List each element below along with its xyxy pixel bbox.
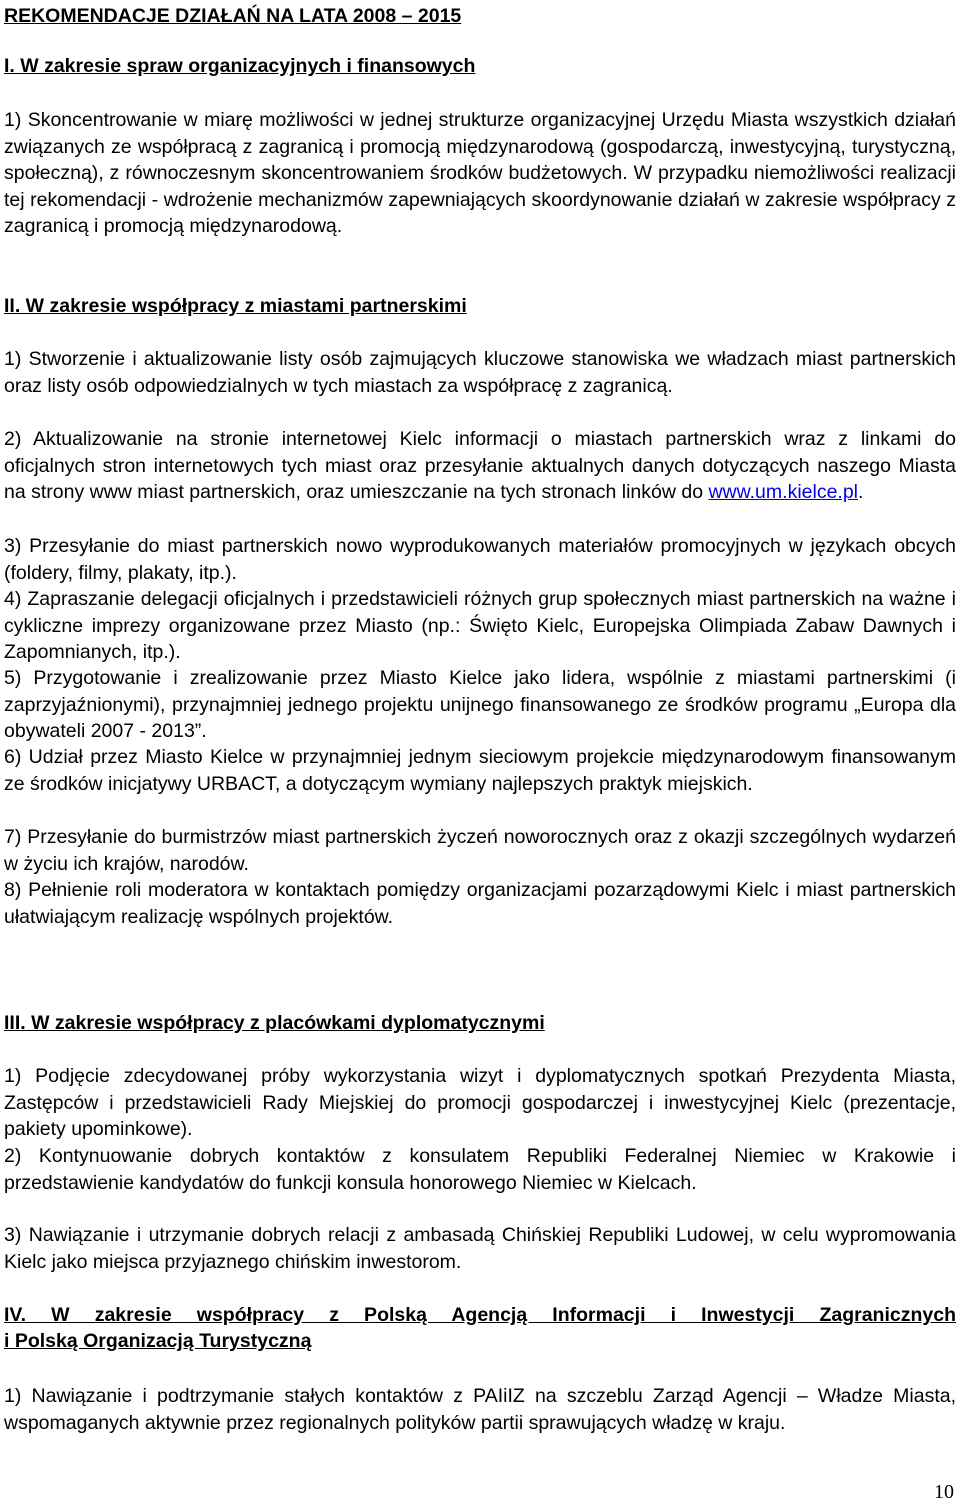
link-suffix: . — [858, 481, 864, 504]
section-2-paragraph-8: 8) Pełnienie roli moderatora w kontaktach pomiędzy organizacjami pozarządowymi Kielc i miast partnerskich ułatwiającym realizację wspólnych projektów. — [4, 879, 956, 928]
section-2-paragraph-2-text: 2) Aktualizowanie na stronie internetowej Kielc informacji o miastach partnerskich wraz z linkami do oficjalnych stron internetowych tych miast oraz przesyłanie aktualnych danych dotyczących naszego Miasta na strony www miast partnerskich, oraz umieszczanie na tych stronach linków do — [4, 428, 956, 504]
page-number: 10 — [934, 1481, 954, 1503]
section-1-paragraph-1: 1) Skoncentrowanie w miarę możliwości w jednej strukturze organizacyjnej Urzędu Miasta wszystkich działań związanych ze współpracą z zagranicą i promocją międzynarodową (gospodarczą, inwestycyjną, turystyczną, społeczną), z równoczesnym skoncentrowaniem środków budżetowych. W przypadku niemożliwości realizacji tej rekomendacji - wdrożenie mechanizmów zapewniających skoordynowanie działań w zakresie współpracy z zagranicą i promocją międzynarodową. — [4, 109, 956, 238]
section-4-heading-line-2: i Polską Organizacją Turystyczną — [4, 1330, 312, 1352]
section-4-heading-line-1: IV. W zakresie współpracy z Polską Agencją Informacji i Inwestycji Zagranicznych — [4, 1304, 956, 1326]
section-2-paragraph-5: 5) Przygotowanie i zrealizowanie przez Miasto Kielce jako lidera, wspólnie z miastami partnerskimi (i zaprzyjaźnionymi), przynajmniej jednego projektu unijnego finansowanego ze środków programu „Europa dla obywateli 2007 - 2013”. — [4, 667, 956, 743]
section-3-paragraph-1: 1) Podjęcie zdecydowanej próby wykorzystania wizyt i dyplomatycznych spotkań Prezydenta Miasta, Zastępców i przedstawicieli Rady Miejskiej do promocji gospodarczej i inwestycyjnej Kielc (prezentacje, pakiety upominkowe). — [4, 1065, 956, 1141]
section-4-paragraph-1: 1) Nawiązanie i podtrzymanie stałych kontaktów z PAIiIZ na szczeblu Zarząd Agencji – Władze Miasta, wspomaganych aktywnie przez regionalnych polityków partii sprawujących władzę w kraju. — [4, 1385, 956, 1434]
section-2-paragraph-1: 1) Stworzenie i aktualizowanie listy osób zajmujących kluczowe stanowiska we władzach miast partnerskich oraz listy osób odpowiedzialnych w tych miastach za współpracę z zagranicą. — [4, 348, 956, 397]
section-3-paragraph-3: 3) Nawiązanie i utrzymanie dobrych relacji z ambasadą Chińskiej Republiki Ludowej, w celu wypromowania Kielc jako miejsca przyjaznego chińskim inwestorom. — [4, 1224, 956, 1273]
section-2-heading: II. W zakresie współpracy z miastami partnerskimi — [4, 295, 467, 317]
section-2-paragraph-3: 3) Przesyłanie do miast partnerskich nowo wyprodukowanych materiałów promocyjnych w językach obcych (foldery, filmy, plakaty, itp.). — [4, 535, 956, 584]
section-2-paragraph-4: 4) Zapraszanie delegacji oficjalnych i przedstawicieli różnych grup społecznych miast partnerskich na ważne i cykliczne imprezy organizowane przez Miasto (np.: Święto Kielc, Europejska Olimpiada Zabaw Dawnych i Zapomnianych, itp.). — [4, 588, 956, 664]
section-3-paragraph-2: 2) Kontynuowanie dobrych kontaktów z konsulatem Republiki Federalnej Niemiec w Krakowie i przedstawienie kandydatów do funkcji konsula honorowego Niemiec w Kielcach. — [4, 1145, 956, 1194]
kielce-website-link[interactable]: www.um.kielce.pl — [708, 481, 859, 504]
section-3-heading: III. W zakresie współpracy z placówkami dyplomatycznymi — [4, 1012, 545, 1034]
section-2-paragraph-6: 6) Udział przez Miasto Kielce w przynajmniej jednym sieciowym projekcie międzynarodowym finansowanym ze środków inicjatywy URBACT, a dotyczącym wymiany najlepszych praktyk miejskich. — [4, 746, 956, 795]
section-2-paragraph-7: 7) Przesyłanie do burmistrzów miast partnerskich życzeń noworocznych oraz z okazji szczególnych wydarzeń w życiu ich krajów, narodów. — [4, 826, 956, 875]
section-2-paragraph-2 — [4, 426, 956, 506]
section-1-heading: I. W zakresie spraw organizacyjnych i finansowych — [4, 55, 476, 77]
document-title: REKOMENDACJE DZIAŁAŃ NA LATA 2008 – 2015 — [4, 5, 462, 27]
